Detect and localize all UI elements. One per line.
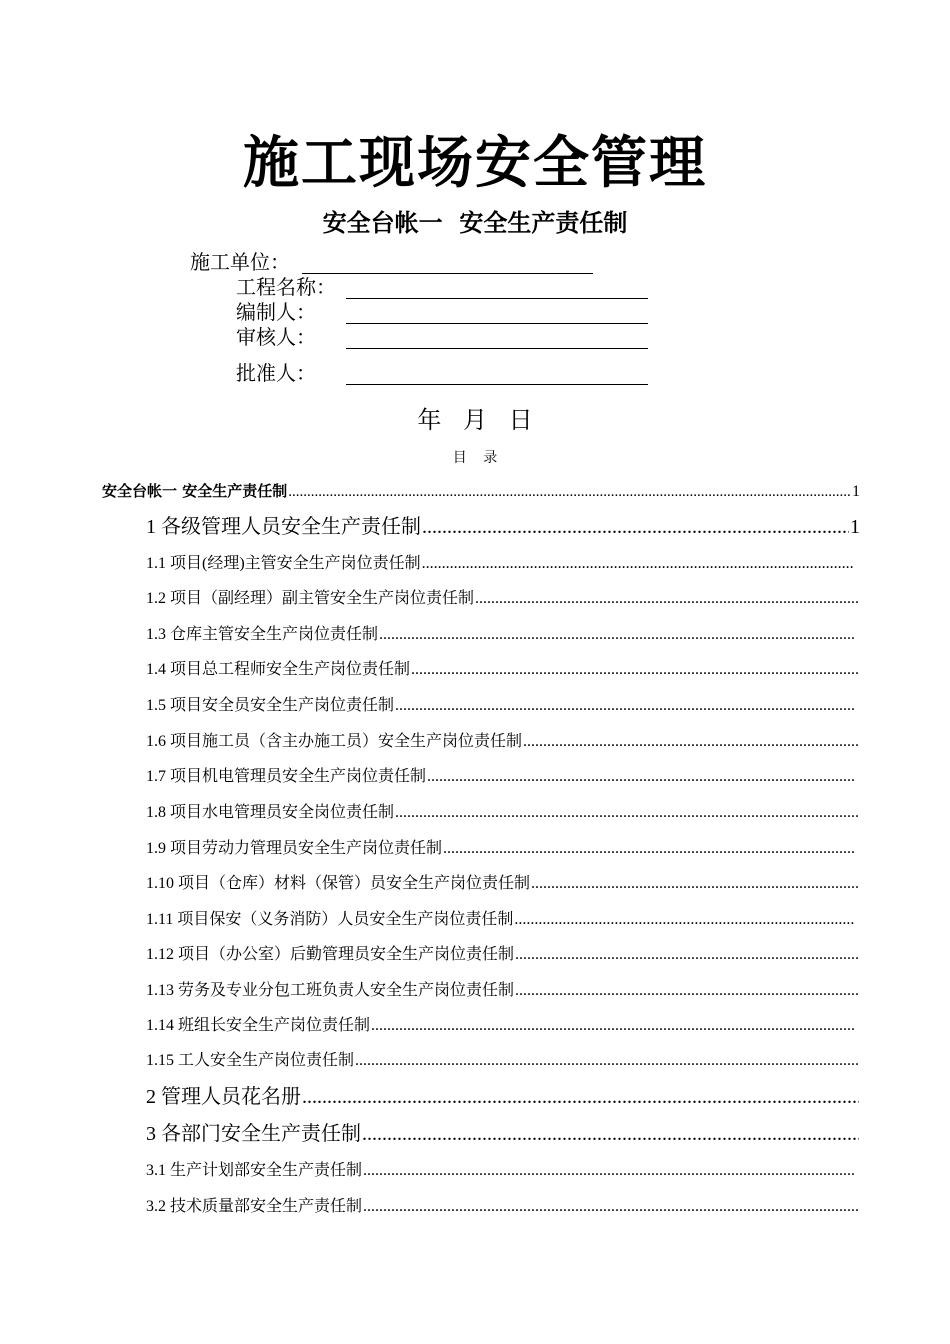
toc-entry[interactable] — [102, 480, 860, 503]
toc-entry-text: 1.15 工人安全生产岗位责任制 — [146, 1052, 355, 1069]
toc-entry-text: 1.10 项目（仓库）材料（保管）员安全生产岗位责任制 — [146, 875, 531, 892]
toc-leader-dots — [531, 873, 859, 895]
toc-leader-dots — [443, 838, 854, 860]
toc-entry[interactable] — [146, 838, 855, 860]
toc-entry-text: 1 各级管理人员安全生产责任制 — [146, 516, 421, 538]
toc-entry[interactable] — [146, 659, 860, 681]
toc-page-number: 1 — [850, 516, 860, 538]
toc-entry-text: 1.9 项目劳动力管理员安全生产岗位责任制 — [146, 840, 443, 857]
toc-entry[interactable] — [146, 1160, 855, 1182]
construction-unit-field — [190, 249, 595, 275]
approver-underline — [346, 384, 648, 385]
toc-entry-text: 1.13 劳务及专业分包工班负责人安全生产岗位责任制 — [146, 982, 515, 999]
toc-leader-dots — [411, 659, 859, 681]
approver-field — [236, 360, 650, 386]
toc-entry-text: 1.14 班组长安全生产岗位责任制 — [146, 1017, 371, 1034]
toc-entry[interactable] — [146, 624, 855, 646]
toc-leader-dots — [422, 513, 849, 541]
toc-entry[interactable] — [146, 588, 860, 610]
toc-entry[interactable] — [146, 1196, 860, 1218]
toc-entry-text: 3 各部门安全生产责任制 — [146, 1123, 361, 1145]
toc-leader-dots — [523, 731, 859, 753]
toc-leader-dots — [363, 1160, 854, 1182]
toc-leader-dots — [355, 1050, 859, 1072]
toc-entry-text: 1.8 项目水电管理员安全岗位责任制 — [146, 804, 395, 821]
toc-leader-dots — [395, 802, 859, 824]
compiler-field — [236, 299, 650, 325]
toc-leader-dots — [515, 980, 859, 1002]
compiler-label: 编制人： — [236, 300, 316, 324]
toc-leader-dots — [371, 1015, 854, 1037]
toc-title: 目 录 — [452, 450, 498, 466]
toc-leader-dots — [475, 588, 859, 610]
reviewer-underline — [346, 348, 648, 349]
toc-entry[interactable] — [146, 1050, 860, 1072]
toc-entry[interactable] — [146, 944, 860, 966]
approver-label: 批准人： — [236, 361, 316, 385]
date-line: 年 月 日 — [417, 406, 533, 434]
toc-entry[interactable] — [146, 731, 860, 753]
toc-entry[interactable] — [146, 802, 860, 824]
toc-leader-dots — [363, 1196, 859, 1218]
reviewer-field — [236, 324, 650, 350]
toc-entry[interactable] — [146, 1015, 855, 1037]
toc-entry[interactable] — [146, 513, 860, 541]
toc-entry-text: 1.6 项目施工员（含主办施工员）安全生产岗位责任制 — [146, 733, 523, 750]
toc-entry-text: 1.1 项目(经理)主管安全生产岗位责任制 — [146, 555, 421, 572]
toc-entry-text: 1.3 仓库主管安全生产岗位责任制 — [146, 626, 379, 643]
toc-leader-dots — [395, 695, 854, 717]
toc-leader-dots — [427, 766, 854, 788]
toc-entry-text: 1.11 项目保安（义务消防）人员安全生产岗位责任制 — [146, 911, 514, 928]
project-name-field — [236, 274, 650, 300]
toc-leader-dots — [514, 909, 854, 931]
toc-entry-text: 1.2 项目（副经理）副主管安全生产岗位责任制 — [146, 590, 475, 607]
reviewer-label: 审核人： — [236, 325, 316, 349]
toc-leader-dots — [515, 944, 859, 966]
toc-entry-text: 3.1 生产计划部安全生产责任制 — [146, 1162, 363, 1179]
toc-page-number: 1 — [852, 483, 860, 500]
toc-leader-dots — [362, 1120, 859, 1148]
toc-entry[interactable] — [146, 909, 855, 931]
toc-entry-text: 1.12 项目（办公室）后勤管理员安全生产岗位责任制 — [146, 946, 515, 963]
toc-entry[interactable] — [146, 1120, 860, 1148]
toc-entry[interactable] — [146, 766, 855, 788]
toc-leader-dots — [422, 553, 854, 575]
toc-entry-text: 2 管理人员花名册 — [146, 1086, 301, 1108]
toc-entry-text: 1.4 项目总工程师安全生产岗位责任制 — [146, 661, 411, 678]
toc-entry-text: 1.5 项目安全员安全生产岗位责任制 — [146, 697, 395, 714]
toc-entry-text: 1.7 项目机电管理员安全生产岗位责任制 — [146, 768, 427, 785]
toc-leader-dots — [288, 481, 851, 503]
document-subtitle: 安全台帐一 安全生产责任制 — [322, 209, 628, 237]
toc-leader-dots — [302, 1083, 859, 1111]
toc-entry-text: 安全台帐一 安全生产责任制 — [102, 482, 288, 500]
toc-entry[interactable] — [146, 1083, 860, 1111]
construction-unit-label: 施工单位： — [190, 250, 290, 274]
toc-entry[interactable] — [146, 873, 860, 895]
toc-leader-dots — [379, 624, 854, 646]
toc-entry[interactable] — [146, 553, 855, 575]
project-name-label: 工程名称： — [236, 275, 336, 299]
toc-entry[interactable] — [146, 695, 855, 717]
document-title: 施工现场安全管理 — [243, 130, 707, 196]
toc-entry-text: 3.2 技术质量部安全生产责任制 — [146, 1198, 363, 1215]
toc-entry[interactable] — [146, 980, 860, 1002]
